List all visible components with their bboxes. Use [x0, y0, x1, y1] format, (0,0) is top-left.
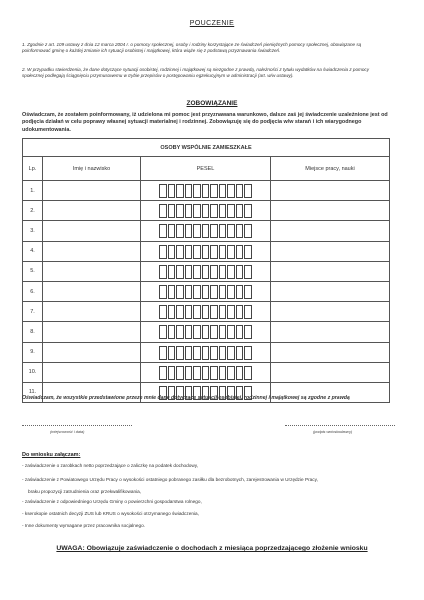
table-row	[23, 302, 390, 322]
row-number: 6.	[23, 281, 43, 301]
pesel-digit-box[interactable]	[210, 265, 218, 279]
pesel-digit-box[interactable]	[210, 305, 218, 319]
pesel-digit-box[interactable]	[185, 184, 193, 198]
pesel-cell[interactable]	[141, 241, 271, 261]
note-2: 2. W przypadku stwierdzenia, że dane dotyczące sytuacji osobistej, rodzinnej i majątkowej są niezgodne z prawdą, należności z tytułu wydatków na świadczenia z pomocy społecznej podlegają ściągnięciu przymusowemu w trybie przepisów o postępowaniu egzekucyjnym w administracji (art. w/w ustawy).	[22, 67, 370, 78]
pesel-digit-boxes[interactable]	[141, 184, 270, 197]
work-cell[interactable]	[271, 342, 390, 362]
work-cell[interactable]	[271, 261, 390, 281]
pesel-digit-box[interactable]	[193, 346, 201, 360]
pesel-digit-box[interactable]	[185, 285, 193, 299]
pesel-digit-box[interactable]	[236, 305, 244, 319]
pesel-digit-box[interactable]	[227, 366, 235, 380]
header-work: Miejsce pracy, nauki	[271, 157, 390, 181]
pesel-digit-box[interactable]	[202, 285, 210, 299]
pesel-digit-box[interactable]	[202, 265, 210, 279]
pesel-cell[interactable]	[141, 181, 271, 201]
attachment-item: - Inne dokumenty wymagane przez pracownika socjalnego.	[22, 523, 145, 528]
pesel-digit-box[interactable]	[219, 325, 227, 339]
pesel-cell[interactable]	[141, 261, 271, 281]
pesel-digit-box[interactable]	[185, 245, 193, 259]
pesel-digit-box[interactable]	[210, 285, 218, 299]
pesel-digit-box[interactable]	[185, 204, 193, 218]
pesel-digit-box[interactable]	[176, 245, 184, 259]
name-cell[interactable]	[43, 302, 141, 322]
pesel-digit-box[interactable]	[210, 204, 218, 218]
work-cell[interactable]	[271, 302, 390, 322]
pesel-digit-box[interactable]	[159, 224, 167, 238]
header-lp: Lp.	[23, 157, 43, 181]
signature-caption: (podpis wnioskodawcy)	[313, 430, 353, 434]
place-date-caption: (miejscowość i data)	[50, 430, 85, 434]
pesel-digit-box[interactable]	[244, 366, 252, 380]
pesel-digit-box[interactable]	[227, 204, 235, 218]
table-row	[23, 261, 390, 281]
pesel-cell[interactable]	[141, 322, 271, 342]
pesel-cell[interactable]	[141, 342, 271, 362]
pesel-digit-box[interactable]	[210, 245, 218, 259]
table-row	[23, 342, 390, 362]
pesel-digit-box[interactable]	[168, 265, 176, 279]
pesel-digit-box[interactable]	[244, 184, 252, 198]
declaration-statement: Oświadczam, że wszystkie przedstawione przeze mnie dane dotyczące sytuacji osobistej, rodzinnej i majątkowej są zgodne z prawdą	[22, 395, 350, 401]
name-cell[interactable]	[43, 221, 141, 241]
work-cell[interactable]	[271, 181, 390, 201]
pesel-digit-box[interactable]	[244, 265, 252, 279]
pesel-digit-box[interactable]	[168, 285, 176, 299]
pesel-digit-box[interactable]	[210, 325, 218, 339]
pesel-digit-box[interactable]	[185, 325, 193, 339]
name-cell[interactable]	[43, 261, 141, 281]
pesel-digit-box[interactable]	[193, 265, 201, 279]
pesel-digit-box[interactable]	[227, 224, 235, 238]
table-row	[23, 362, 390, 382]
pesel-digit-box[interactable]	[159, 346, 167, 360]
pesel-digit-box[interactable]	[159, 305, 167, 319]
pesel-digit-boxes[interactable]	[141, 346, 270, 359]
pesel-digit-box[interactable]	[176, 224, 184, 238]
attachment-item: - kserokopie ostatnich decyzji ZUS lub KRUS o wysokości otrzymanego świadczenia,	[22, 511, 199, 516]
household-table	[22, 138, 390, 403]
pesel-digit-box[interactable]	[236, 325, 244, 339]
table-row	[23, 201, 390, 221]
attachments-heading: Do wniosku załączam:	[22, 452, 81, 458]
row-number: 3.	[23, 221, 43, 241]
pesel-digit-box[interactable]	[236, 224, 244, 238]
pesel-digit-box[interactable]	[236, 204, 244, 218]
pesel-digit-box[interactable]	[227, 325, 235, 339]
row-number: 1.	[23, 181, 43, 201]
pesel-digit-box[interactable]	[219, 305, 227, 319]
pesel-digit-box[interactable]	[176, 346, 184, 360]
attachment-item-continued: braku propozycji zatrudnienia oraz przekwalifikowania,	[28, 489, 142, 494]
pesel-digit-box[interactable]	[168, 305, 176, 319]
pesel-digit-box[interactable]	[168, 224, 176, 238]
pesel-digit-box[interactable]	[227, 245, 235, 259]
work-cell[interactable]	[271, 201, 390, 221]
table-row	[23, 221, 390, 241]
pesel-digit-box[interactable]	[176, 204, 184, 218]
name-cell[interactable]	[43, 322, 141, 342]
pesel-digit-box[interactable]	[244, 285, 252, 299]
pesel-digit-box[interactable]	[176, 265, 184, 279]
table-row	[23, 241, 390, 261]
pesel-digit-box[interactable]	[193, 305, 201, 319]
zobowiazanie-text: Oświadczam, że zostałem poinformowany, iż udzielona mi pomoc jest przyznawana warunkowo, dalsze zaś jej świadczenie uzależnione jest od podjęcia działań w celu poprawy własnej sytuacji materialnej i rodzinnej. Zobowiązuję się do podjęcia w/w starań i ich wiarygodnego udokumentowania.	[22, 112, 388, 133]
pesel-digit-box[interactable]	[236, 245, 244, 259]
work-cell[interactable]	[271, 362, 390, 382]
note-1: 1. Zgodnie z art. 109 ustawy z dnia 12 marca 2004 r. o pomocy społecznej, osoby i rodziny korzystające ze świadczeń pieniężnych pomocy społecznej, obowiązane są poinformować gminę o każdej zmianie ich sytuacji osobistej i majątkowej, która wiąże się z podstawą przyznawania świadczeń.	[22, 42, 362, 53]
name-cell[interactable]	[43, 181, 141, 201]
pesel-digit-box[interactable]	[219, 245, 227, 259]
pesel-digit-box[interactable]	[185, 305, 193, 319]
pesel-digit-boxes[interactable]	[141, 224, 270, 237]
work-cell[interactable]	[271, 322, 390, 342]
pesel-digit-box[interactable]	[176, 184, 184, 198]
row-number: 11.	[23, 382, 43, 402]
pesel-digit-boxes[interactable]	[141, 204, 270, 217]
pesel-digit-box[interactable]	[185, 346, 193, 360]
pesel-digit-box[interactable]	[210, 224, 218, 238]
pesel-digit-box[interactable]	[236, 346, 244, 360]
pesel-digit-box[interactable]	[185, 224, 193, 238]
place-date-line[interactable]	[22, 425, 132, 426]
row-number: 8.	[23, 322, 43, 342]
table-row	[23, 281, 390, 301]
pesel-digit-box[interactable]	[159, 366, 167, 380]
row-number: 5.	[23, 261, 43, 281]
pesel-digit-box[interactable]	[159, 245, 167, 259]
zobowiazanie-heading: ZOBOWIĄZANIE	[186, 100, 238, 107]
pesel-cell[interactable]	[141, 281, 271, 301]
pesel-digit-box[interactable]	[202, 245, 210, 259]
pouczenie-heading: POUCZENIE	[189, 20, 235, 27]
pesel-digit-box[interactable]	[244, 305, 252, 319]
attachment-item: - zaświadczenie z Powiatowego Urzędu Pracy o wysokości ostatniego pobranego zasiłku dla bezrobotnych, zarejestrowania w Urzędzie Pracy,	[22, 477, 318, 482]
pesel-digit-box[interactable]	[176, 325, 184, 339]
work-cell[interactable]	[271, 281, 390, 301]
pesel-digit-box[interactable]	[202, 224, 210, 238]
header-pesel: PESEL	[141, 157, 271, 181]
pesel-digit-box[interactable]	[193, 184, 201, 198]
pesel-digit-box[interactable]	[227, 265, 235, 279]
pesel-digit-box[interactable]	[202, 184, 210, 198]
pesel-cell[interactable]	[141, 302, 271, 322]
pesel-digit-box[interactable]	[193, 204, 201, 218]
pesel-digit-box[interactable]	[202, 305, 210, 319]
pesel-cell[interactable]	[141, 201, 271, 221]
pesel-digit-box[interactable]	[202, 366, 210, 380]
pesel-digit-box[interactable]	[210, 184, 218, 198]
pesel-digit-box[interactable]	[244, 204, 252, 218]
pesel-digit-box[interactable]	[219, 224, 227, 238]
work-cell[interactable]	[271, 241, 390, 261]
pesel-digit-box[interactable]	[176, 366, 184, 380]
pesel-digit-box[interactable]	[159, 204, 167, 218]
row-number: 2.	[23, 201, 43, 221]
pesel-digit-box[interactable]	[193, 285, 201, 299]
pesel-cell[interactable]	[141, 362, 271, 382]
attachment-item: - zaświadczenie z odpowiedniego Urzędu Gminy o powierzchni gospodarstwa rolnego,	[22, 499, 202, 504]
pesel-digit-boxes[interactable]	[141, 285, 270, 298]
uwaga-notice: UWAGA: Obowiązuje zaświadczenie o dochodach z miesiąca poprzedzającego złożenie wniosku	[56, 545, 368, 552]
pesel-cell[interactable]	[141, 221, 271, 241]
pesel-digit-box[interactable]	[176, 305, 184, 319]
pesel-digit-box[interactable]	[176, 285, 184, 299]
pesel-digit-box[interactable]	[193, 224, 201, 238]
pesel-digit-box[interactable]	[202, 325, 210, 339]
pesel-digit-boxes[interactable]	[141, 265, 270, 278]
header-name: Imię i nazwisko	[43, 157, 141, 181]
table-title: OSOBY WSPÓLNIE ZAMIESZKAŁE	[23, 139, 390, 157]
pesel-digit-box[interactable]	[219, 204, 227, 218]
pesel-digit-box[interactable]	[244, 325, 252, 339]
pesel-digit-box[interactable]	[244, 245, 252, 259]
pesel-digit-box[interactable]	[244, 224, 252, 238]
row-number: 4.	[23, 241, 43, 261]
pesel-digit-box[interactable]	[244, 346, 252, 360]
pesel-digit-box[interactable]	[168, 366, 176, 380]
attachment-item: - zaświadczenie o zarobkach netto poprzedzające o zaliczkę na podatek dochodowy,	[22, 463, 199, 468]
pesel-digit-box[interactable]	[219, 184, 227, 198]
name-cell[interactable]	[43, 342, 141, 362]
pesel-digit-box[interactable]	[202, 346, 210, 360]
pesel-digit-box[interactable]	[219, 265, 227, 279]
pesel-digit-box[interactable]	[159, 184, 167, 198]
pesel-digit-box[interactable]	[219, 366, 227, 380]
pesel-digit-box[interactable]	[159, 285, 167, 299]
pesel-digit-box[interactable]	[210, 346, 218, 360]
pesel-digit-boxes[interactable]	[141, 366, 270, 379]
pesel-digit-box[interactable]	[193, 245, 201, 259]
pesel-digit-box[interactable]	[168, 184, 176, 198]
pesel-digit-box[interactable]	[227, 346, 235, 360]
pesel-digit-box[interactable]	[168, 204, 176, 218]
pesel-digit-box[interactable]	[193, 325, 201, 339]
pesel-digit-box[interactable]	[236, 184, 244, 198]
pesel-digit-box[interactable]	[193, 366, 201, 380]
name-cell[interactable]	[43, 362, 141, 382]
pesel-digit-box[interactable]	[159, 325, 167, 339]
pesel-digit-box[interactable]	[219, 346, 227, 360]
pesel-digit-boxes[interactable]	[141, 245, 270, 258]
pesel-digit-box[interactable]	[227, 305, 235, 319]
pesel-digit-box[interactable]	[185, 366, 193, 380]
pesel-digit-box[interactable]	[210, 366, 218, 380]
pesel-digit-box[interactable]	[159, 265, 167, 279]
table-row	[23, 181, 390, 201]
signature-line[interactable]	[285, 425, 395, 426]
pesel-digit-box[interactable]	[219, 285, 227, 299]
pesel-digit-box[interactable]	[236, 285, 244, 299]
name-cell[interactable]	[43, 201, 141, 221]
pesel-digit-boxes[interactable]	[141, 325, 270, 338]
name-cell[interactable]	[43, 241, 141, 261]
name-cell[interactable]	[43, 281, 141, 301]
pesel-digit-box[interactable]	[202, 204, 210, 218]
pesel-digit-box[interactable]	[168, 245, 176, 259]
pesel-digit-box[interactable]	[168, 346, 176, 360]
pesel-digit-box[interactable]	[236, 265, 244, 279]
row-number: 7.	[23, 302, 43, 322]
pesel-digit-box[interactable]	[236, 366, 244, 380]
pesel-digit-box[interactable]	[168, 325, 176, 339]
pesel-digit-boxes[interactable]	[141, 305, 270, 318]
row-number: 9.	[23, 342, 43, 362]
table-row	[23, 322, 390, 342]
pesel-digit-box[interactable]	[227, 285, 235, 299]
pesel-digit-box[interactable]	[185, 265, 193, 279]
pesel-digit-box[interactable]	[227, 184, 235, 198]
row-number: 10.	[23, 362, 43, 382]
work-cell[interactable]	[271, 221, 390, 241]
